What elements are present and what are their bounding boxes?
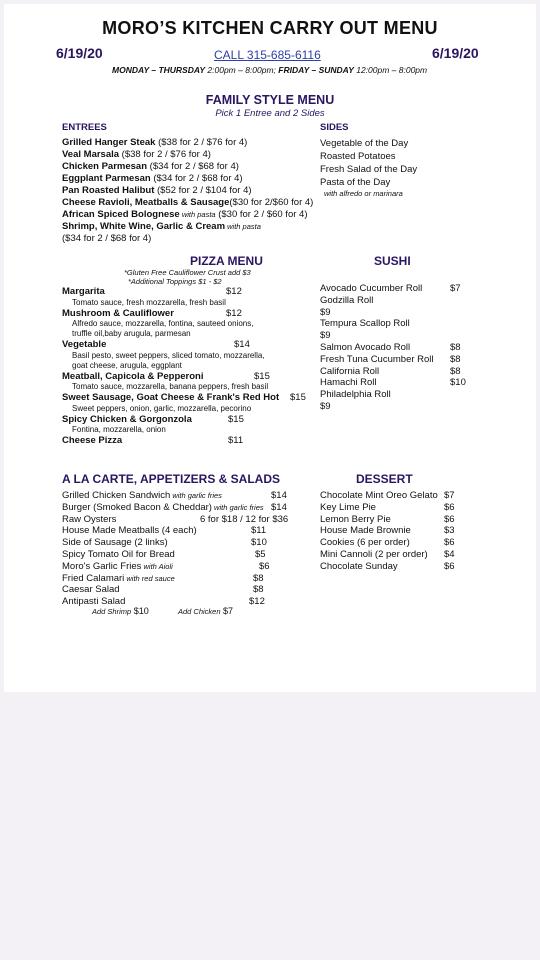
dessert-title: DESSERT — [356, 472, 413, 486]
family-style-title: FAMILY STYLE MENU — [205, 93, 335, 107]
side-item: Roasted Potatoes — [320, 151, 396, 162]
entree-price: ($34 for 2 / $68 for 4) — [147, 161, 239, 172]
dessert-item-price: $6 — [444, 513, 455, 525]
alacarte-name: House Made Meatballs (4 each) — [62, 525, 197, 537]
add-shrimp-label: Add Shrimp — [92, 607, 132, 616]
dessert-item-price: $6 — [444, 537, 455, 549]
pizza-item-price: $12 — [226, 286, 242, 297]
add-chicken-price: $7 — [220, 606, 234, 616]
alacarte-item — [62, 514, 116, 525]
dessert-item-name: Cookies (6 per order) — [320, 537, 410, 549]
alacarte-price: $6 — [259, 560, 270, 572]
entree-item — [62, 185, 252, 196]
pizza-item-desc: goat cheese, arugula, eggplant — [72, 360, 182, 370]
alacarte-price: $5 — [255, 549, 266, 560]
sushi-title: SUSHI — [374, 254, 411, 268]
entree-price: ($38 for 2 / $76 for 4) — [155, 137, 248, 148]
entree-name: African Spiced Bolognese — [62, 209, 180, 220]
alacarte-name: Fried Calamari — [62, 572, 125, 584]
entree-price: ($38 for 2 / $76 for 4) — [119, 149, 211, 160]
pizza-note-gluten: *Gluten Free Cauliflower Crust add $3 — [124, 268, 251, 277]
pizza-item-desc: Basil pesto, sweet peppers, sliced tomato, mozzarella, — [72, 350, 265, 360]
pizza-item-desc: Sweet peppers, onion, garlic, mozzarella, pecorino — [72, 403, 252, 413]
entree-item — [62, 161, 239, 172]
entree-note: with pasta — [179, 210, 216, 219]
sushi-item-name: California Roll — [320, 365, 380, 377]
alacarte-title: A LA CARTE, APPETIZERS & SALADS — [62, 472, 281, 486]
dessert-item-name: House Made Brownie — [320, 525, 411, 537]
add-shrimp-price: $10 — [131, 606, 149, 616]
dessert-item-name: Mini Cannoli (2 per order) — [320, 549, 428, 560]
sushi-item-name: $9 — [320, 401, 331, 412]
date-right: 6/19/20 — [432, 45, 479, 61]
dessert-item-price: $6 — [444, 560, 455, 572]
dessert-item-name: Chocolate Mint Oreo Gelato — [320, 490, 438, 501]
alacarte-name: Caesar Salad — [62, 584, 120, 596]
add-chicken — [178, 606, 233, 616]
family-style-subtitle: Pick 1 Entree and 2 Sides — [215, 108, 325, 119]
pizza-item-name: Vegetable — [62, 339, 107, 350]
entree-name: Cheese Ravioli, Meatballs & Sausage — [62, 197, 230, 208]
alacarte-note: with garlic fries — [170, 491, 222, 500]
side-item: Fresh Salad of the Day — [320, 164, 418, 175]
alacarte-item — [62, 561, 173, 572]
sushi-item-price: $10 — [450, 377, 466, 389]
sushi-item-price: $8 — [450, 365, 461, 377]
date-left: 6/19/20 — [56, 45, 103, 61]
pizza-title: PIZZA MENU — [190, 254, 263, 268]
sushi-item-name: Philadelphia Roll — [320, 389, 391, 401]
pizza-item-desc: Tomato sauce, fresh mozzarella, fresh basil — [72, 297, 226, 307]
alacarte-item — [62, 537, 168, 548]
phone-link[interactable]: CALL 315-685-6116 — [214, 48, 321, 62]
dessert-item-name: Key Lime Pie — [320, 501, 376, 513]
dessert-item-price: $7 — [444, 490, 455, 501]
alacarte-item — [62, 573, 175, 584]
sushi-item-name: Salmon Avocado Roll — [320, 342, 411, 353]
pizza-item-price: $15 — [228, 413, 244, 425]
shrimp-price: ($34 for 2 / $68 for 4) — [62, 233, 152, 244]
menu-sheet — [4, 4, 536, 692]
alacarte-note: with Aioli — [141, 561, 173, 571]
pizza-item-name: Spicy Chicken & Gorgonzola — [62, 413, 192, 425]
dessert-item-name: Lemon Berry Pie — [320, 513, 391, 525]
pizza-item-price: $15 — [254, 370, 270, 382]
sides-note: with alfredo or marinara — [324, 189, 403, 198]
dessert-item-price: $3 — [444, 525, 455, 537]
pizza-item-desc: truffle oil,baby arugula, parmesan — [72, 329, 191, 338]
entree-price: ($52 for 2 / $104 for 4) — [154, 185, 252, 196]
entree-name: Shrimp, White Wine, Garlic & Cream — [62, 221, 226, 232]
alacarte-price: $8 — [253, 572, 264, 584]
alacarte-price: $11 — [251, 525, 267, 537]
alacarte-name: Raw Oysters — [62, 513, 117, 525]
alacarte-name: Grilled Chicken Sandwich — [62, 490, 171, 501]
entree-note: with pasta — [225, 222, 261, 231]
alacarte-price: $8 — [253, 584, 264, 596]
pizza-item-price: $14 — [234, 339, 250, 350]
alacarte-item — [62, 584, 120, 595]
sushi-item-price: $7 — [450, 283, 461, 294]
entree-item — [62, 221, 261, 232]
alacarte-note: with red sauce — [124, 573, 175, 583]
alacarte-name: Moro's Garlic Fries — [62, 560, 142, 572]
entree-price: ($30 for 2 / $60 for 4) — [215, 209, 308, 220]
sushi-item-price: $8 — [450, 353, 461, 365]
hours-weekday-days: MONDAY – THURSDAY — [112, 65, 206, 75]
side-item: Vegetable of the Day — [320, 138, 409, 149]
side-item: Pasta of the Day — [320, 177, 391, 188]
alacarte-price: $10 — [251, 537, 267, 549]
sushi-item-name: Fresh Tuna Cucumber Roll — [320, 353, 434, 365]
pizza-item-name: Cheese Pizza — [62, 435, 123, 446]
entree-item — [62, 137, 247, 148]
sushi-item-name: Avocado Cucumber Roll — [320, 283, 423, 294]
sushi-item-name: Tempura Scallop Roll — [320, 318, 410, 330]
alacarte-item — [62, 549, 175, 560]
pizza-item-price: $11 — [228, 435, 244, 446]
add-shrimp — [92, 606, 149, 616]
entree-name: Eggplant Parmesan — [62, 173, 151, 184]
entree-item — [62, 173, 243, 184]
hours — [112, 65, 427, 75]
pizza-item-desc: Fontina, mozzarella, onion — [72, 425, 166, 434]
alacarte-price: $14 — [271, 490, 287, 501]
entree-item — [62, 197, 313, 208]
alacarte-item — [62, 525, 197, 536]
alacarte-name: Burger (Smoked Bacon & Cheddar) — [62, 501, 212, 513]
pizza-item-name: Meatball, Capicola & Pepperoni — [62, 370, 204, 382]
sushi-item-name: Hamachi Roll — [320, 377, 377, 389]
menu-title: MORO’S KITCHEN CARRY OUT MENU — [102, 18, 438, 38]
entrees-heading: ENTREES — [62, 122, 107, 133]
dessert-item-price: $4 — [444, 549, 455, 560]
dessert-item-price: $6 — [444, 501, 455, 513]
entree-item — [62, 149, 211, 160]
alacarte-price: 6 for $18 / 12 for $36 — [200, 513, 289, 525]
pizza-item-name: Margarita — [62, 286, 105, 297]
pizza-item-desc: Alfredo sauce, mozzarella, fontina, sauteed onions, — [72, 319, 254, 328]
sides-heading: SIDES — [320, 122, 349, 133]
pizza-item-price: $12 — [226, 307, 242, 319]
dessert-item-name: Chocolate Sunday — [320, 560, 398, 572]
pizza-item-name: Mushroom & Cauliflower — [62, 307, 174, 319]
alacarte-name: Spicy Tomato Oil for Bread — [62, 549, 175, 560]
alacarte-name: Antipasti Salad — [62, 596, 126, 608]
entree-name: Grilled Hanger Steak — [62, 137, 156, 148]
alacarte-note: with garlic fries — [211, 502, 264, 512]
hours-weekend-time: 12:00pm – 8:00pm — [353, 65, 428, 75]
entree-name: Pan Roasted Halibut — [62, 185, 155, 196]
sushi-item-name: $9 — [320, 306, 331, 318]
sushi-item-name: Godzilla Roll — [320, 294, 374, 306]
entree-item — [62, 209, 307, 220]
hours-weekend-days: FRIDAY – SUNDAY — [278, 65, 354, 75]
pizza-item-name: Sweet Sausage, Goat Cheese & Frank's Red Hot — [62, 392, 280, 403]
alacarte-price: $14 — [271, 501, 287, 513]
hours-weekday-time: 2:00pm – 8:00pm; — [205, 65, 279, 75]
add-chicken-label: Add Chicken — [178, 607, 221, 616]
entree-name: Chicken Parmesan — [62, 161, 148, 172]
alacarte-name: Side of Sausage (2 links) — [62, 537, 168, 549]
sushi-item-name: $9 — [320, 330, 331, 342]
alacarte-item — [62, 502, 264, 513]
entree-price: ($30 for 2/$60 for 4) — [229, 197, 314, 208]
alacarte-price: $12 — [249, 596, 265, 608]
pizza-item-price: $15 — [290, 392, 306, 403]
pizza-item-desc: Tomato sauce, mozzarella, banana peppers, fresh basil — [72, 382, 269, 391]
pizza-note-toppings: *Additional Toppings $1 - $2 — [128, 277, 222, 286]
sushi-item-price: $8 — [450, 342, 461, 353]
entree-name: Veal Marsala — [62, 149, 120, 160]
entree-price: ($34 for 2 / $68 for 4) — [150, 173, 243, 184]
alacarte-item — [62, 490, 222, 501]
